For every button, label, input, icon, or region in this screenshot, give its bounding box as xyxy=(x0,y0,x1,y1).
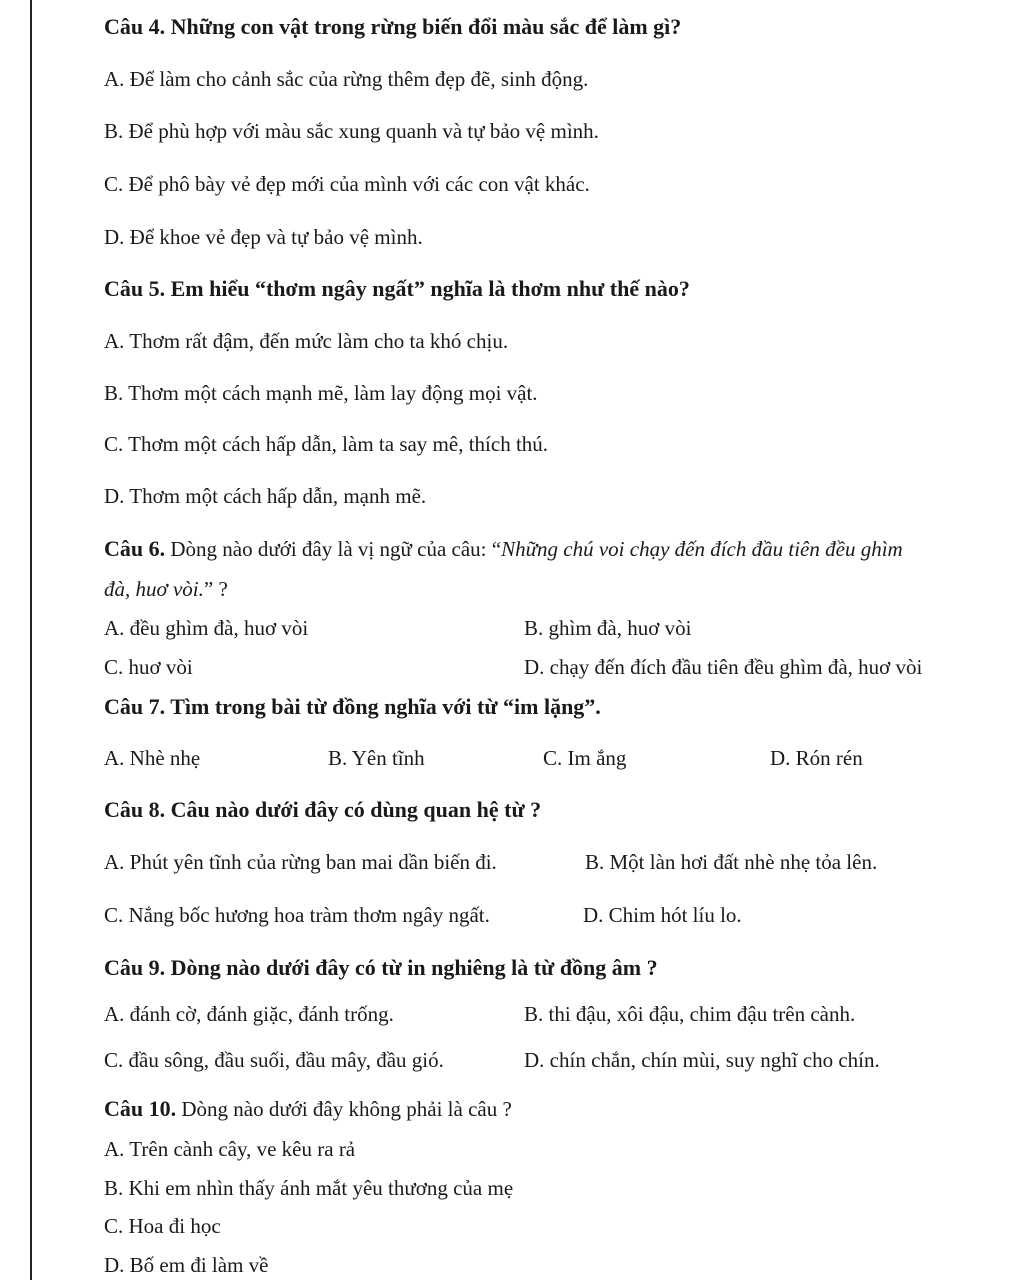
question-6-end: ” ? xyxy=(203,577,228,601)
question-9-option-d[interactable]: D. chín chắn, chín mùi, suy nghĩ cho chín. xyxy=(524,1048,880,1072)
question-9-option-c[interactable]: C. đầu sông, đầu suối, đầu mây, đầu gió. xyxy=(104,1048,444,1072)
question-5-option-c[interactable]: C. Thơm một cách hấp dẫn, làm ta say mê, thích thú. xyxy=(104,432,549,456)
page-left-border xyxy=(30,0,32,1280)
question-5-option-b[interactable]: B. Thơm một cách mạnh mẽ, làm lay động mọi vật. xyxy=(104,381,538,405)
question-6-quote-line1: Những chú voi chạy đến đích đầu tiên đều ghìm xyxy=(501,537,903,561)
question-6-prompt-line1 xyxy=(104,536,903,562)
question-6-option-a[interactable]: A. đều ghìm đà, huơ vòi xyxy=(104,616,309,640)
question-10-prompt-line xyxy=(104,1096,512,1122)
question-8-option-d[interactable]: D. Chim hót líu lo. xyxy=(583,903,742,927)
question-7-option-b[interactable]: B. Yên tĩnh xyxy=(328,746,425,770)
question-7-option-d[interactable]: D. Rón rén xyxy=(770,746,863,770)
question-4-option-a[interactable]: A. Để làm cho cảnh sắc của rừng thêm đẹp đẽ, sinh động. xyxy=(104,67,589,91)
question-4-option-c[interactable]: C. Để phô bày vẻ đẹp mới của mình với các con vật khác. xyxy=(104,172,590,196)
question-7-option-a[interactable]: A. Nhè nhẹ xyxy=(104,746,201,770)
question-6-label: Câu 6. xyxy=(104,536,166,561)
question-6-option-d[interactable]: D. chạy đến đích đầu tiên đều ghìm đà, huơ vòi xyxy=(524,655,923,679)
question-5-title: Câu 5. Em hiểu “thơm ngây ngất” nghĩa là thơm như thế nào? xyxy=(104,276,690,301)
question-10-option-a[interactable]: A. Trên cành cây, ve kêu ra rả xyxy=(104,1137,356,1161)
question-4-title: Câu 4. Những con vật trong rừng biến đổi màu sắc để làm gì? xyxy=(104,14,682,39)
question-8-title: Câu 8. Câu nào dưới đây có dùng quan hệ từ ? xyxy=(104,797,542,822)
question-9-title: Câu 9. Dòng nào dưới đây có từ in nghiêng là từ đồng âm ? xyxy=(104,955,658,980)
question-7-option-c[interactable]: C. Im ắng xyxy=(543,746,627,770)
question-4-option-b[interactable]: B. Để phù hợp với màu sắc xung quanh và tự bảo vệ mình. xyxy=(104,119,599,143)
question-6-option-b[interactable]: B. ghìm đà, huơ vòi xyxy=(524,616,692,640)
question-6-prompt-line2 xyxy=(104,576,228,602)
question-8-option-b[interactable]: B. Một làn hơi đất nhè nhẹ tỏa lên. xyxy=(585,850,878,874)
question-8-option-a[interactable]: A. Phút yên tĩnh của rừng ban mai dần biến đi. xyxy=(104,850,497,874)
question-9-option-a[interactable]: A. đánh cờ, đánh giặc, đánh trống. xyxy=(104,1002,394,1026)
question-5-option-d[interactable]: D. Thơm một cách hấp dẫn, mạnh mẽ. xyxy=(104,484,427,508)
question-4-option-d[interactable]: D. Để khoe vẻ đẹp và tự bảo vệ mình. xyxy=(104,225,423,249)
question-6-quote-line2: đà, huơ vòi. xyxy=(104,577,204,601)
question-10-option-d[interactable]: D. Bố em đi làm về xyxy=(104,1253,269,1277)
question-10-option-b[interactable]: B. Khi em nhìn thấy ánh mắt yêu thương của mẹ xyxy=(104,1176,514,1200)
question-9-option-b[interactable]: B. thi đậu, xôi đậu, chim đậu trên cành. xyxy=(524,1002,856,1026)
question-6-option-c[interactable]: C. huơ vòi xyxy=(104,655,193,679)
question-10-label: Câu 10. xyxy=(104,1096,177,1121)
question-5-option-a[interactable]: A. Thơm rất đậm, đến mức làm cho ta khó chịu. xyxy=(104,329,509,353)
question-8-option-c[interactable]: C. Nắng bốc hương hoa tràm thơm ngây ngất. xyxy=(104,903,490,927)
question-10-option-c[interactable]: C. Hoa đi học xyxy=(104,1214,221,1238)
question-6-prompt: Dòng nào dưới đây là vị ngữ của câu: “ xyxy=(170,537,502,561)
question-7-title: Câu 7. Tìm trong bài từ đồng nghĩa với từ “im lặng”. xyxy=(104,694,601,719)
question-10-prompt: Dòng nào dưới đây không phải là câu ? xyxy=(181,1097,512,1121)
